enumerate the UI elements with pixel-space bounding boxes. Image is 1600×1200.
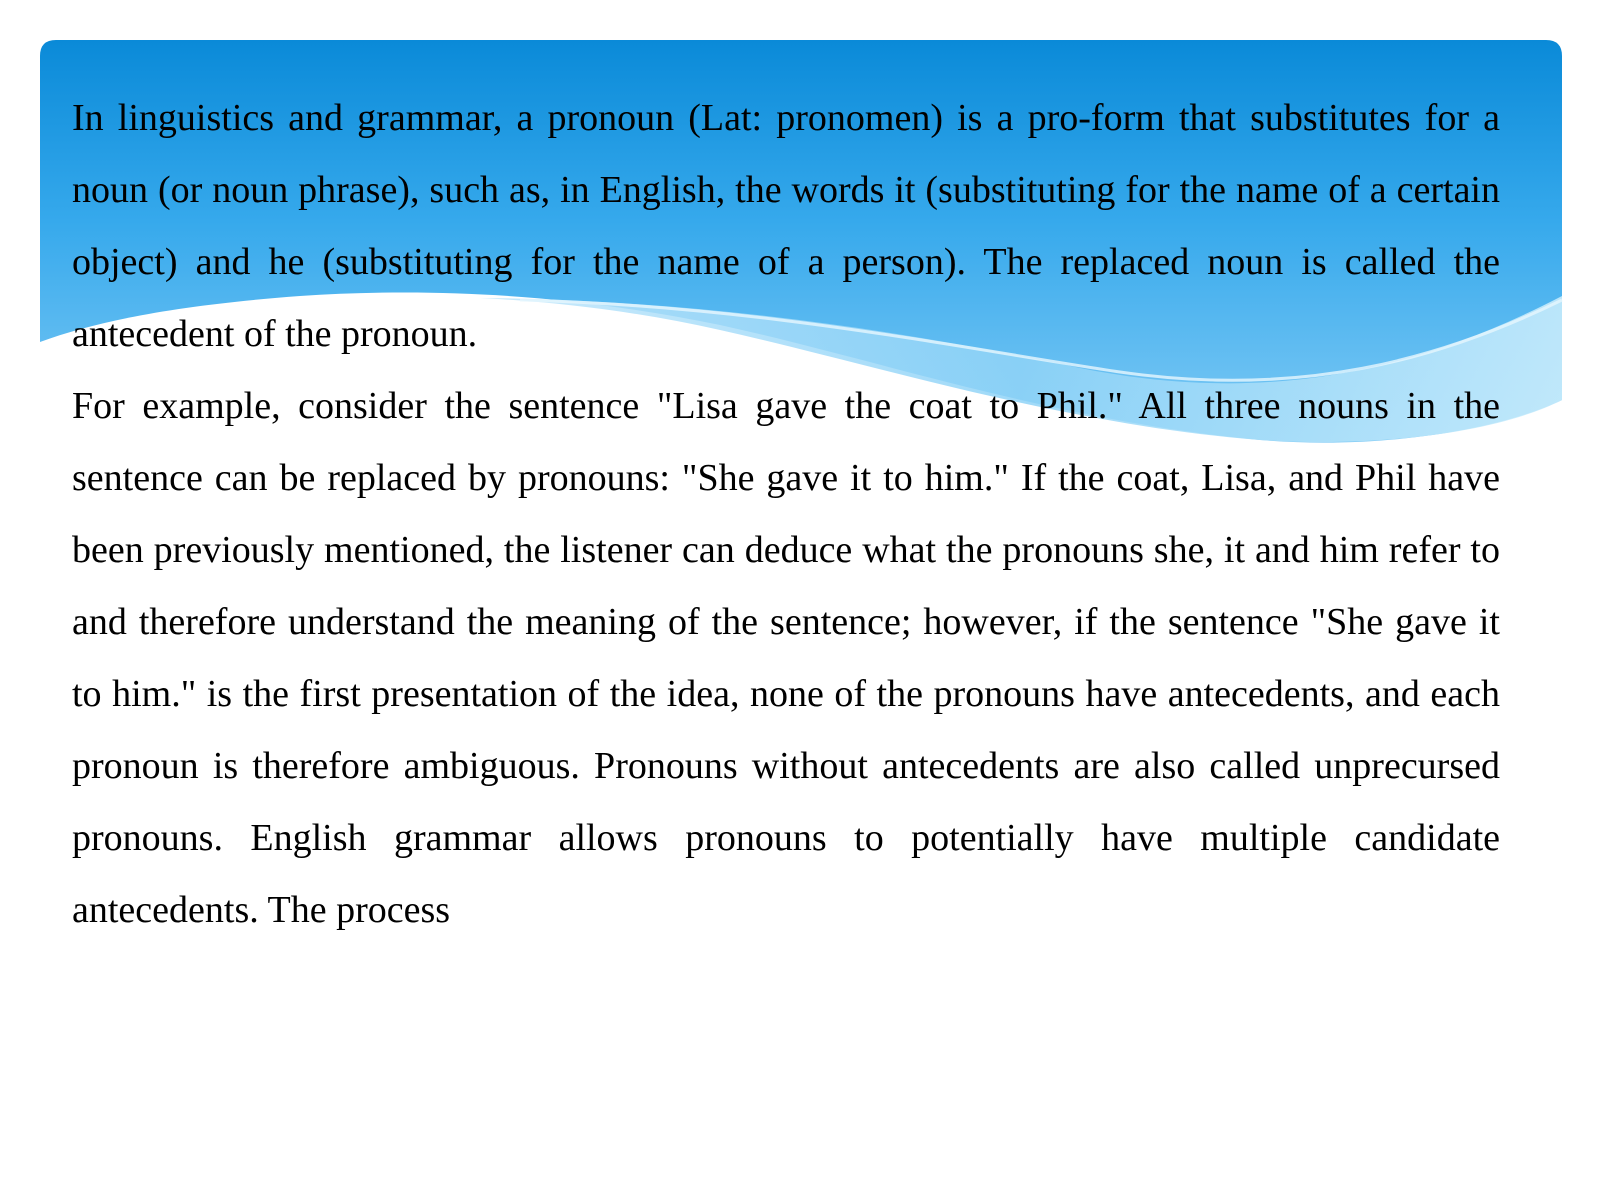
paragraph-2: For example, consider the sentence "Lisa gave the coat to Phil." All three nouns in the sentence can be replaced by pronouns: "She gave it to him." If the coat, Lisa, and Phil have been previously mentioned, the listener can deduce what the pronouns she, it and him refer to and therefore understand the meaning of the sentence; however, if the sentence "She gave it to him." is the first presentation of the idea, none of the pronouns have antecedents, and each pronoun is therefore ambiguous. Pronouns without antecedents are also called unprecursed pronouns. English grammar allows pronouns to potentially have multiple candidate antecedents. The process	[72, 385, 1500, 931]
body-text	[72, 82, 1500, 946]
paragraph-1: In linguistics and grammar, a pronoun (Lat: pronomen) is a pro-form that substitutes for a noun (or noun phrase), such as, in English, the words it (substituting for the name of a certain object) and he (substituting for the name of a person). The replaced noun is called the antecedent of the pronoun.	[72, 97, 1500, 355]
